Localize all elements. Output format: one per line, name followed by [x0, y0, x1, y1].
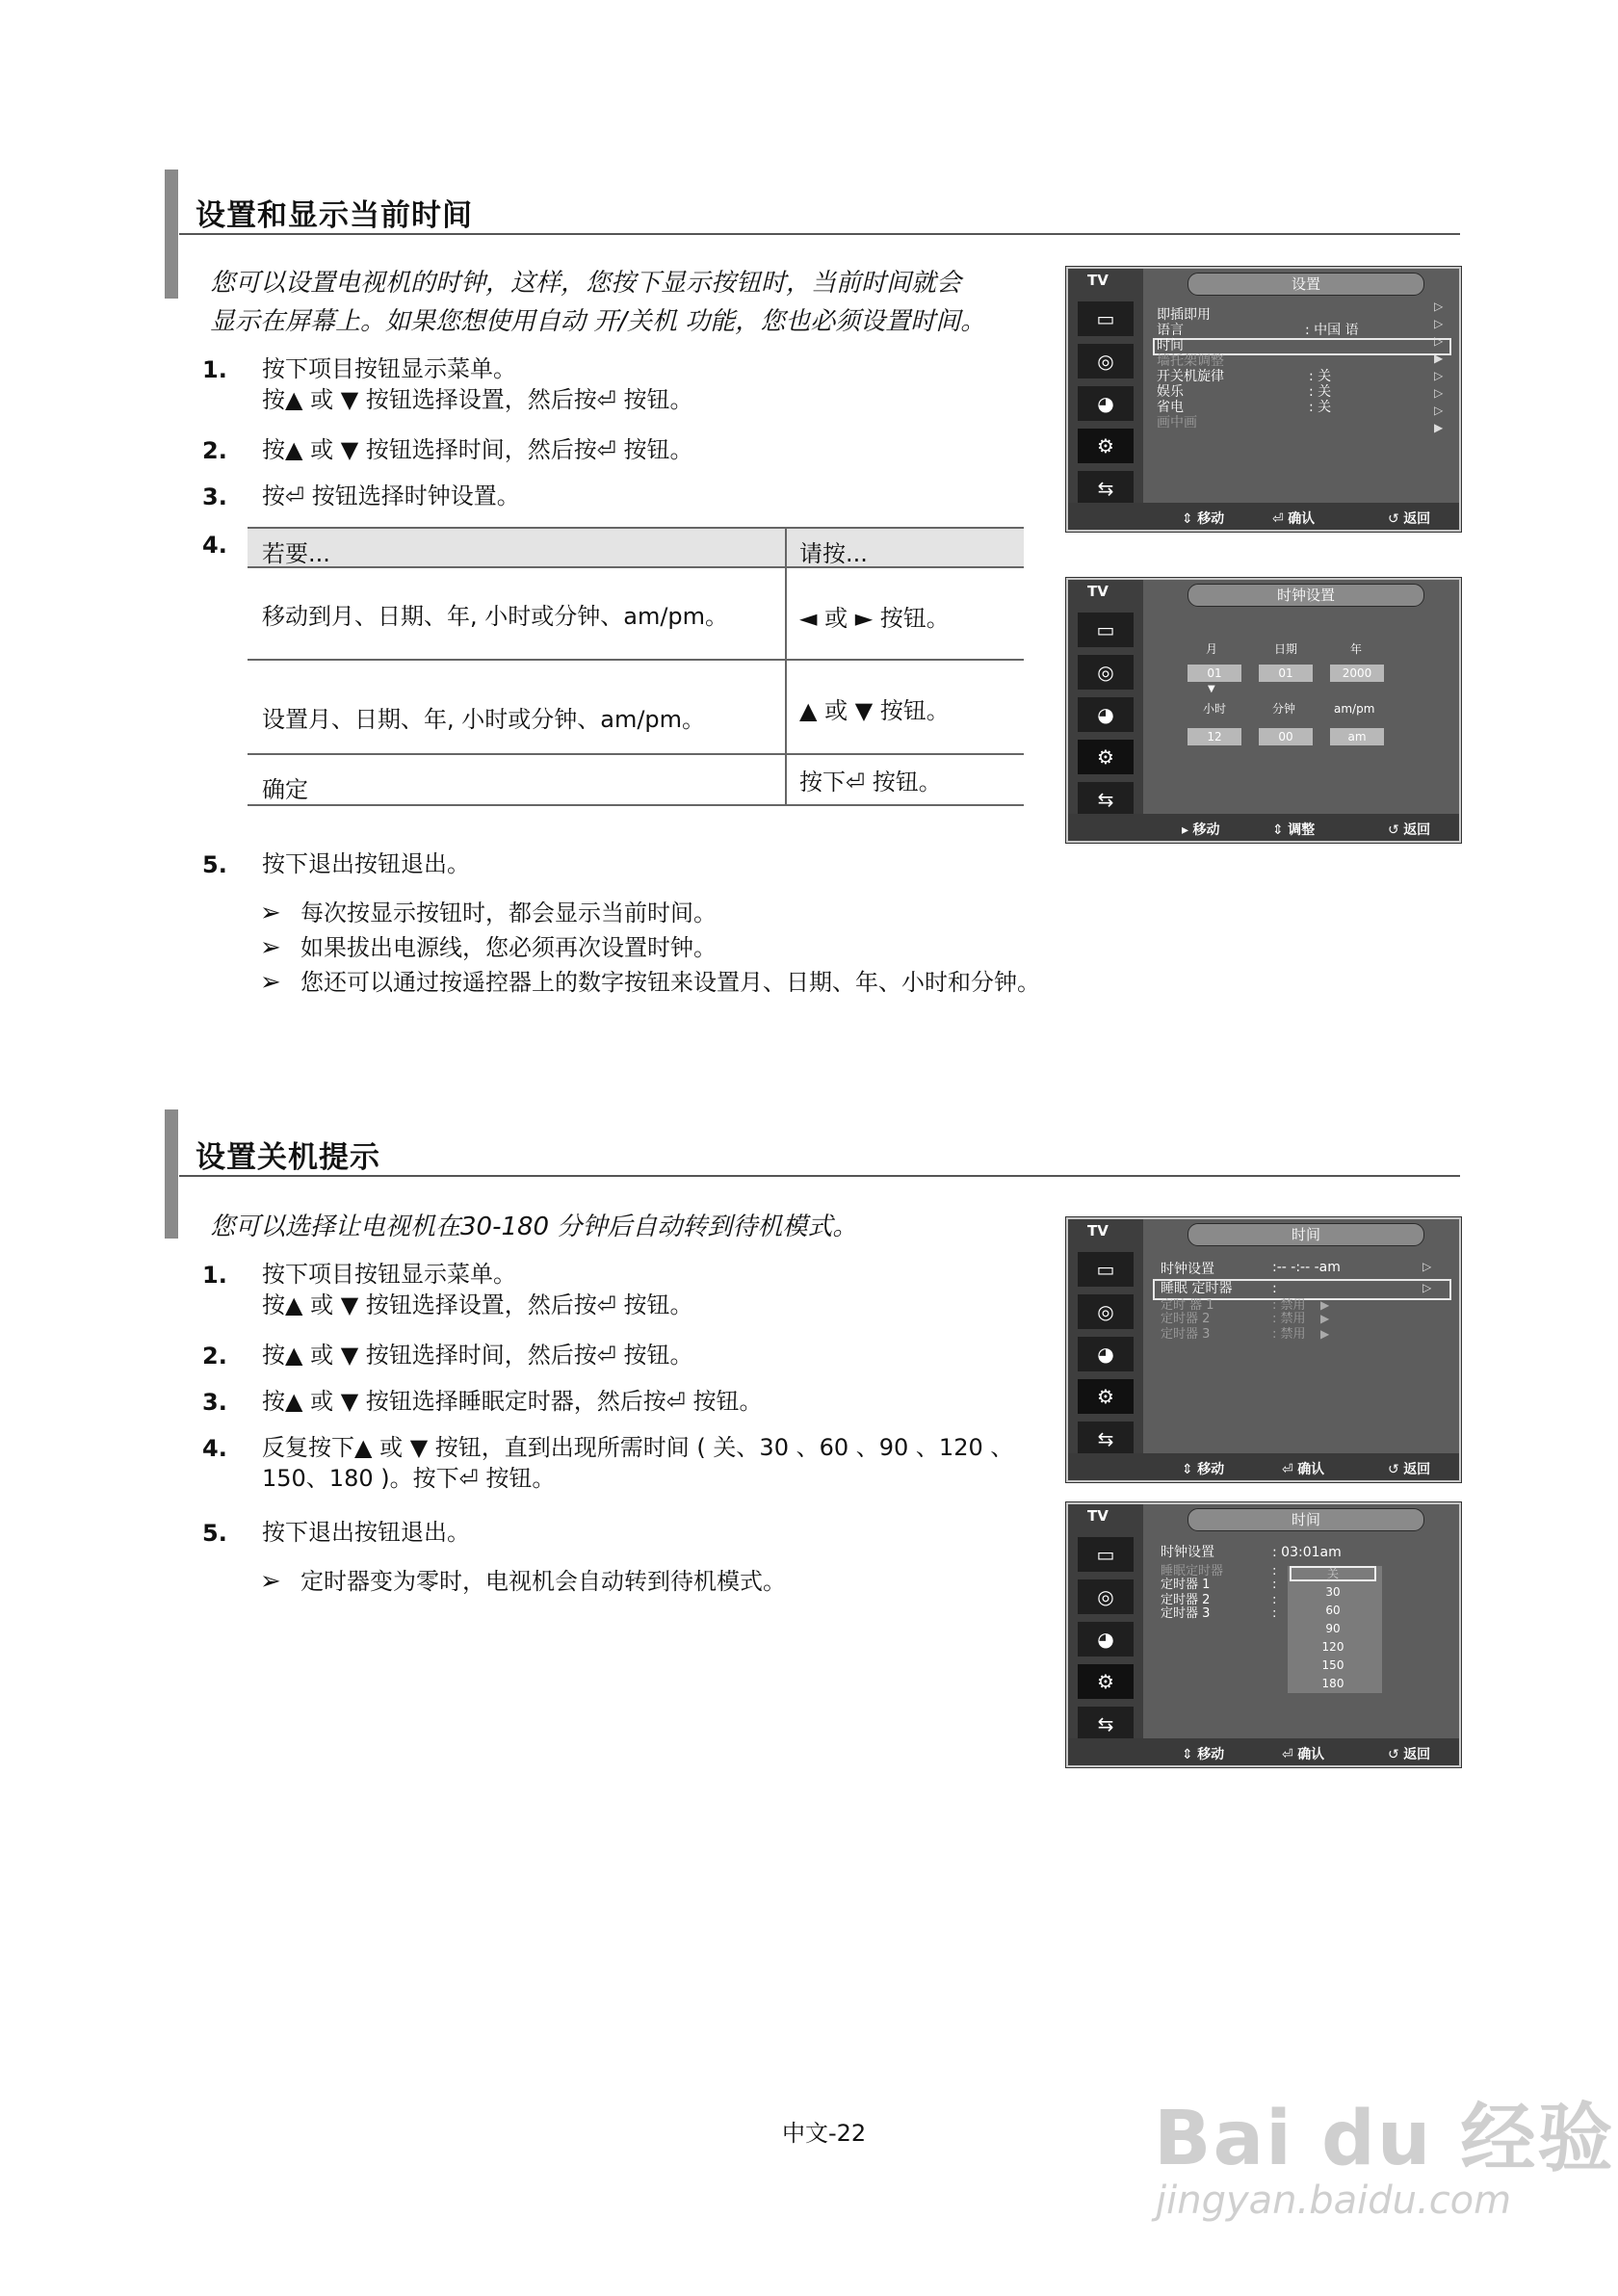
step-text: [262, 1432, 1013, 1494]
osd-time-screen: [1066, 1217, 1461, 1482]
step-text: 按下退出按钮退出。: [262, 1519, 470, 1546]
table-rule: [248, 659, 1024, 661]
table-rule: [248, 527, 1024, 529]
osd-menu-item: 语言: [1157, 323, 1184, 338]
osd-footer: [1068, 503, 1459, 530]
osd-menu-item: 墙托架调整: [1157, 353, 1224, 369]
submenu-arrow-icon: ▶: [1434, 421, 1444, 434]
ampm-field[interactable]: am: [1330, 728, 1384, 745]
note: [260, 928, 717, 962]
submenu-arrow-icon: ▷: [1434, 334, 1444, 348]
osd-sleep-timer-screen: [1066, 1502, 1461, 1767]
step-text: 按▲ 或 ▼ 按钮选择时间，然后按⏎ 按钮。: [262, 1342, 693, 1369]
step-line: 按▲ 或 ▼ 按钮选择设置，然后按⏎ 按钮。: [262, 1292, 693, 1318]
table-divider: [785, 528, 787, 804]
hint-label: 返回: [1403, 1747, 1431, 1762]
osd-menu-value: : 禁用: [1272, 1312, 1306, 1326]
submenu-arrow-icon: ▶: [1320, 1312, 1330, 1325]
dropdown-option[interactable]: 120: [1321, 1640, 1344, 1654]
channel-icon: ◕: [1078, 1622, 1134, 1657]
dropdown-option[interactable]: 90: [1325, 1622, 1341, 1635]
osd-menu-item: 定时 器 1: [1161, 1298, 1214, 1313]
move-hint: ⇕ 移动: [1182, 1747, 1225, 1762]
step-text: [262, 1259, 693, 1320]
osd-menu-item: 时间: [1157, 338, 1184, 353]
osd-menu-value: : 禁用: [1272, 1327, 1306, 1342]
return-hint: ↺ 返回: [1388, 1747, 1431, 1762]
submenu-arrow-icon: ▷: [1422, 1281, 1432, 1294]
input-icon: ⇆: [1078, 1422, 1134, 1456]
section-title: 设置关机提示: [196, 1140, 380, 1175]
setup-gear-icon: ⚙: [1078, 1379, 1134, 1414]
return-hint: ↺ 返回: [1388, 822, 1431, 838]
osd-title: 时间: [1187, 1508, 1424, 1531]
channel-icon: ◕: [1078, 697, 1134, 732]
note-arrow-icon: ➢: [260, 968, 281, 997]
picture-icon: ▭: [1078, 301, 1134, 336]
osd-title: 时间: [1187, 1223, 1424, 1246]
move-hint: ⇕ 移动: [1182, 1462, 1225, 1477]
step-number: 2.: [202, 437, 227, 464]
table-header: 请按...: [799, 540, 868, 567]
osd-menu-item: 省电: [1157, 400, 1184, 415]
section-rule: [179, 233, 1460, 235]
section-rule: [179, 1175, 1460, 1177]
note-arrow-icon: ➢: [260, 899, 281, 927]
hint-label: 移动: [1197, 511, 1225, 527]
intro-text: 您可以选择让电视机在30-180 分钟后自动转到待机模式。: [210, 1213, 858, 1241]
hint-label: 移动: [1192, 822, 1220, 838]
osd-menu-value: :: [1272, 1281, 1277, 1296]
osd-footer: [1068, 1453, 1459, 1480]
picture-icon: ▭: [1078, 1252, 1134, 1287]
sound-icon: ◎: [1078, 655, 1134, 690]
field-label: 月: [1206, 642, 1218, 656]
sound-icon: ◎: [1078, 1579, 1134, 1614]
hint-label: 确认: [1288, 511, 1316, 527]
section-title: 设置和显示当前时间: [196, 198, 473, 233]
intro-line: 显示在屏幕上。如果您想使用自动 开/关机 功能，您也必须设置时间。: [210, 307, 986, 336]
step-text: 按下退出按钮退出。: [262, 850, 470, 877]
note: [260, 1562, 786, 1596]
step-text: 按▲ 或 ▼ 按钮选择时间，然后按⏎ 按钮。: [262, 436, 693, 463]
table-cell: 确定: [262, 776, 308, 803]
step-line: 150、180 )。按下⏎ 按钮。: [262, 1465, 556, 1492]
return-hint: ↺ 返回: [1388, 511, 1431, 527]
minute-field[interactable]: 00: [1259, 728, 1313, 745]
osd-menu-item: 即插即用: [1157, 307, 1211, 323]
table-header: 若要...: [262, 540, 330, 567]
osd-setup-screen: [1066, 267, 1461, 532]
baidu-jingyan-logo: Bai du 经验: [1154, 2096, 1615, 2182]
osd-tv-label: TV: [1087, 272, 1109, 289]
step-number: 3.: [202, 483, 227, 510]
year-field[interactable]: 2000: [1330, 665, 1384, 682]
arrow-down-icon: ▼: [1208, 684, 1215, 694]
step-text: [262, 353, 693, 415]
sound-icon: ◎: [1078, 1294, 1134, 1329]
note: [260, 894, 717, 927]
enter-hint: ⏎ 确认: [1282, 1462, 1325, 1477]
dropdown-option[interactable]: 60: [1325, 1604, 1341, 1617]
input-icon: ⇆: [1078, 782, 1134, 817]
hint-label: 返回: [1403, 822, 1431, 838]
sleep-timer-dropdown[interactable]: [1288, 1566, 1382, 1693]
note-text: 如果拔出电源线，您必须再次设置时钟。: [300, 934, 717, 961]
submenu-arrow-icon: ▷: [1434, 369, 1444, 382]
setup-gear-icon: ⚙: [1078, 429, 1134, 463]
hint-label: 移动: [1197, 1747, 1225, 1762]
osd-tv-label: TV: [1087, 1222, 1109, 1239]
step-line: 按下项目按钮显示菜单。: [262, 355, 516, 382]
setup-gear-icon: ⚙: [1078, 1664, 1134, 1699]
osd-menu-item: 时钟设置: [1161, 1262, 1214, 1277]
osd-menu-item: 定时器 3: [1161, 1327, 1211, 1342]
osd-menu-item: 定时器 2: [1161, 1593, 1211, 1607]
intro-line: 您可以设置电视机的时钟，这样，您按下显示按钮时，当前时间就会: [210, 269, 962, 298]
osd-menu-item: 定时器 1: [1161, 1578, 1211, 1592]
note-arrow-icon: ➢: [260, 933, 281, 962]
note-text: 您还可以通过按遥控器上的数字按钮来设置月、日期、年、小时和分钟。: [300, 969, 1040, 996]
osd-clock-screen: [1066, 578, 1461, 843]
table-header-bg: [248, 528, 1024, 566]
step-number: 4.: [202, 1435, 227, 1462]
step-number: 4.: [202, 532, 227, 559]
field-label: am/pm: [1334, 702, 1375, 716]
osd-menu-item: 时钟设置: [1161, 1545, 1214, 1560]
osd-menu-value: : 关: [1309, 369, 1332, 384]
section-marker: [165, 1109, 178, 1239]
step-text: 按▲ 或 ▼ 按钮选择睡眠定时器，然后按⏎ 按钮。: [262, 1388, 763, 1415]
watermark-url: jingyan.baidu.com: [1156, 2179, 1512, 2223]
osd-menu-value: : 关: [1309, 400, 1332, 415]
osd-menu-item: 睡眠 定时器: [1161, 1281, 1233, 1296]
hint-label: 返回: [1403, 511, 1431, 527]
channel-icon: ◕: [1078, 1337, 1134, 1371]
osd-menu-value: :: [1272, 1578, 1277, 1592]
adjust-hint: ⇕ 调整: [1272, 822, 1316, 838]
picture-icon: ▭: [1078, 613, 1134, 647]
enter-hint: ⏎ 确认: [1272, 511, 1316, 527]
osd-menu-value: : 关: [1309, 384, 1332, 400]
setup-gear-icon: ⚙: [1078, 740, 1134, 774]
input-icon: ⇆: [1078, 471, 1134, 506]
note: [260, 963, 1040, 997]
submenu-arrow-icon: ▷: [1434, 300, 1444, 313]
intro-text: [210, 264, 985, 341]
osd-menu-value: :-- -:-- -am: [1272, 1260, 1341, 1275]
osd-menu-value: : 03:01am: [1272, 1545, 1342, 1560]
submenu-arrow-icon: ▶: [1434, 352, 1444, 365]
hint-label: 返回: [1403, 1462, 1431, 1477]
submenu-arrow-icon: ▷: [1434, 386, 1444, 400]
submenu-arrow-icon: ▷: [1434, 317, 1444, 330]
step-number: 1.: [202, 356, 227, 383]
move-hint: ▸ 移动: [1182, 822, 1220, 838]
dropdown-option[interactable]: 30: [1325, 1585, 1341, 1599]
field-label: 日期: [1274, 642, 1298, 656]
note-text: 每次按显示按钮时，都会显示当前时间。: [300, 900, 717, 926]
channel-icon: ◕: [1078, 386, 1134, 421]
input-icon: ⇆: [1078, 1707, 1134, 1741]
osd-menu-value: :: [1272, 1593, 1277, 1607]
osd-menu-value: : 中国 语: [1305, 323, 1359, 338]
osd-menu-value: :: [1272, 1606, 1277, 1621]
table-cell: 移动到月、日期、年, 小时或分钟、am/pm。: [262, 603, 729, 630]
step-number: 5.: [202, 1520, 227, 1547]
sound-icon: ◎: [1078, 344, 1134, 378]
table-rule: [248, 753, 1024, 755]
submenu-arrow-icon: ▶: [1320, 1298, 1330, 1312]
month-field[interactable]: 01: [1187, 665, 1241, 682]
dropdown-option[interactable]: 180: [1321, 1677, 1344, 1690]
table-cell: ◄ 或 ► 按钮。: [799, 605, 950, 632]
osd-menu-value: :: [1272, 1564, 1277, 1578]
osd-menu-value: : 禁用: [1272, 1298, 1306, 1313]
return-hint: ↺ 返回: [1388, 1462, 1431, 1477]
note-text: 定时器变为零时，电视机会自动转到待机模式。: [300, 1568, 786, 1595]
enter-hint: ⏎ 确认: [1282, 1747, 1325, 1762]
osd-tv-label: TV: [1087, 583, 1109, 600]
osd-footer: [1068, 1738, 1459, 1765]
hint-label: 调整: [1288, 822, 1316, 838]
table-rule: [248, 804, 1024, 806]
osd-title: 设置: [1187, 273, 1424, 296]
step-number: 2.: [202, 1343, 227, 1370]
osd-menu-item: 定时器 3: [1161, 1606, 1211, 1621]
osd-menu-item: 画中画: [1157, 415, 1197, 430]
note-arrow-icon: ➢: [260, 1567, 281, 1596]
osd-menu-item: 睡眠定时器: [1161, 1564, 1224, 1578]
submenu-arrow-icon: ▷: [1422, 1260, 1432, 1273]
submenu-arrow-icon: ▶: [1320, 1327, 1330, 1341]
move-hint: ⇕ 移动: [1182, 511, 1225, 527]
hour-field[interactable]: 12: [1187, 728, 1241, 745]
submenu-arrow-icon: ▷: [1434, 404, 1444, 417]
day-field[interactable]: 01: [1259, 665, 1313, 682]
osd-title: 时钟设置: [1187, 584, 1424, 607]
osd-menu-item: 定时器 2: [1161, 1312, 1211, 1326]
table-cell: 设置月、日期、年, 小时或分钟、am/pm。: [262, 706, 706, 733]
table-cell: ▲ 或 ▼ 按钮。: [799, 697, 950, 724]
step-line: 按▲ 或 ▼ 按钮选择设置，然后按⏎ 按钮。: [262, 386, 693, 413]
hint-label: 移动: [1197, 1462, 1225, 1477]
osd-footer: [1068, 814, 1459, 841]
osd-tv-label: TV: [1087, 1507, 1109, 1525]
step-line: 反复按下▲ 或 ▼ 按钮，直到出现所需时间 ( 关、30 、60 、90 、120 、: [262, 1434, 1014, 1461]
page-number: 中文-22: [782, 2120, 867, 2147]
hint-label: 确认: [1297, 1462, 1325, 1477]
field-label: 分钟: [1272, 702, 1296, 716]
field-label: 年: [1350, 642, 1363, 656]
step-number: 1.: [202, 1262, 227, 1289]
step-text: 按⏎ 按钮选择时钟设置。: [262, 483, 520, 509]
table-cell: 按下⏎ 按钮。: [799, 769, 942, 796]
osd-menu-item: 开关机旋律: [1157, 369, 1224, 384]
hint-label: 确认: [1297, 1747, 1325, 1762]
step-line: 按下项目按钮显示菜单。: [262, 1261, 516, 1288]
step-number: 3.: [202, 1389, 227, 1416]
osd-menu-item: 娱乐: [1157, 384, 1184, 400]
dropdown-option-selected[interactable]: 关: [1290, 1566, 1376, 1581]
field-label: 小时: [1203, 702, 1227, 716]
step-number: 5.: [202, 851, 227, 878]
dropdown-option[interactable]: 150: [1321, 1658, 1344, 1672]
picture-icon: ▭: [1078, 1537, 1134, 1572]
table-rule: [248, 566, 1024, 568]
section-marker: [165, 170, 178, 299]
